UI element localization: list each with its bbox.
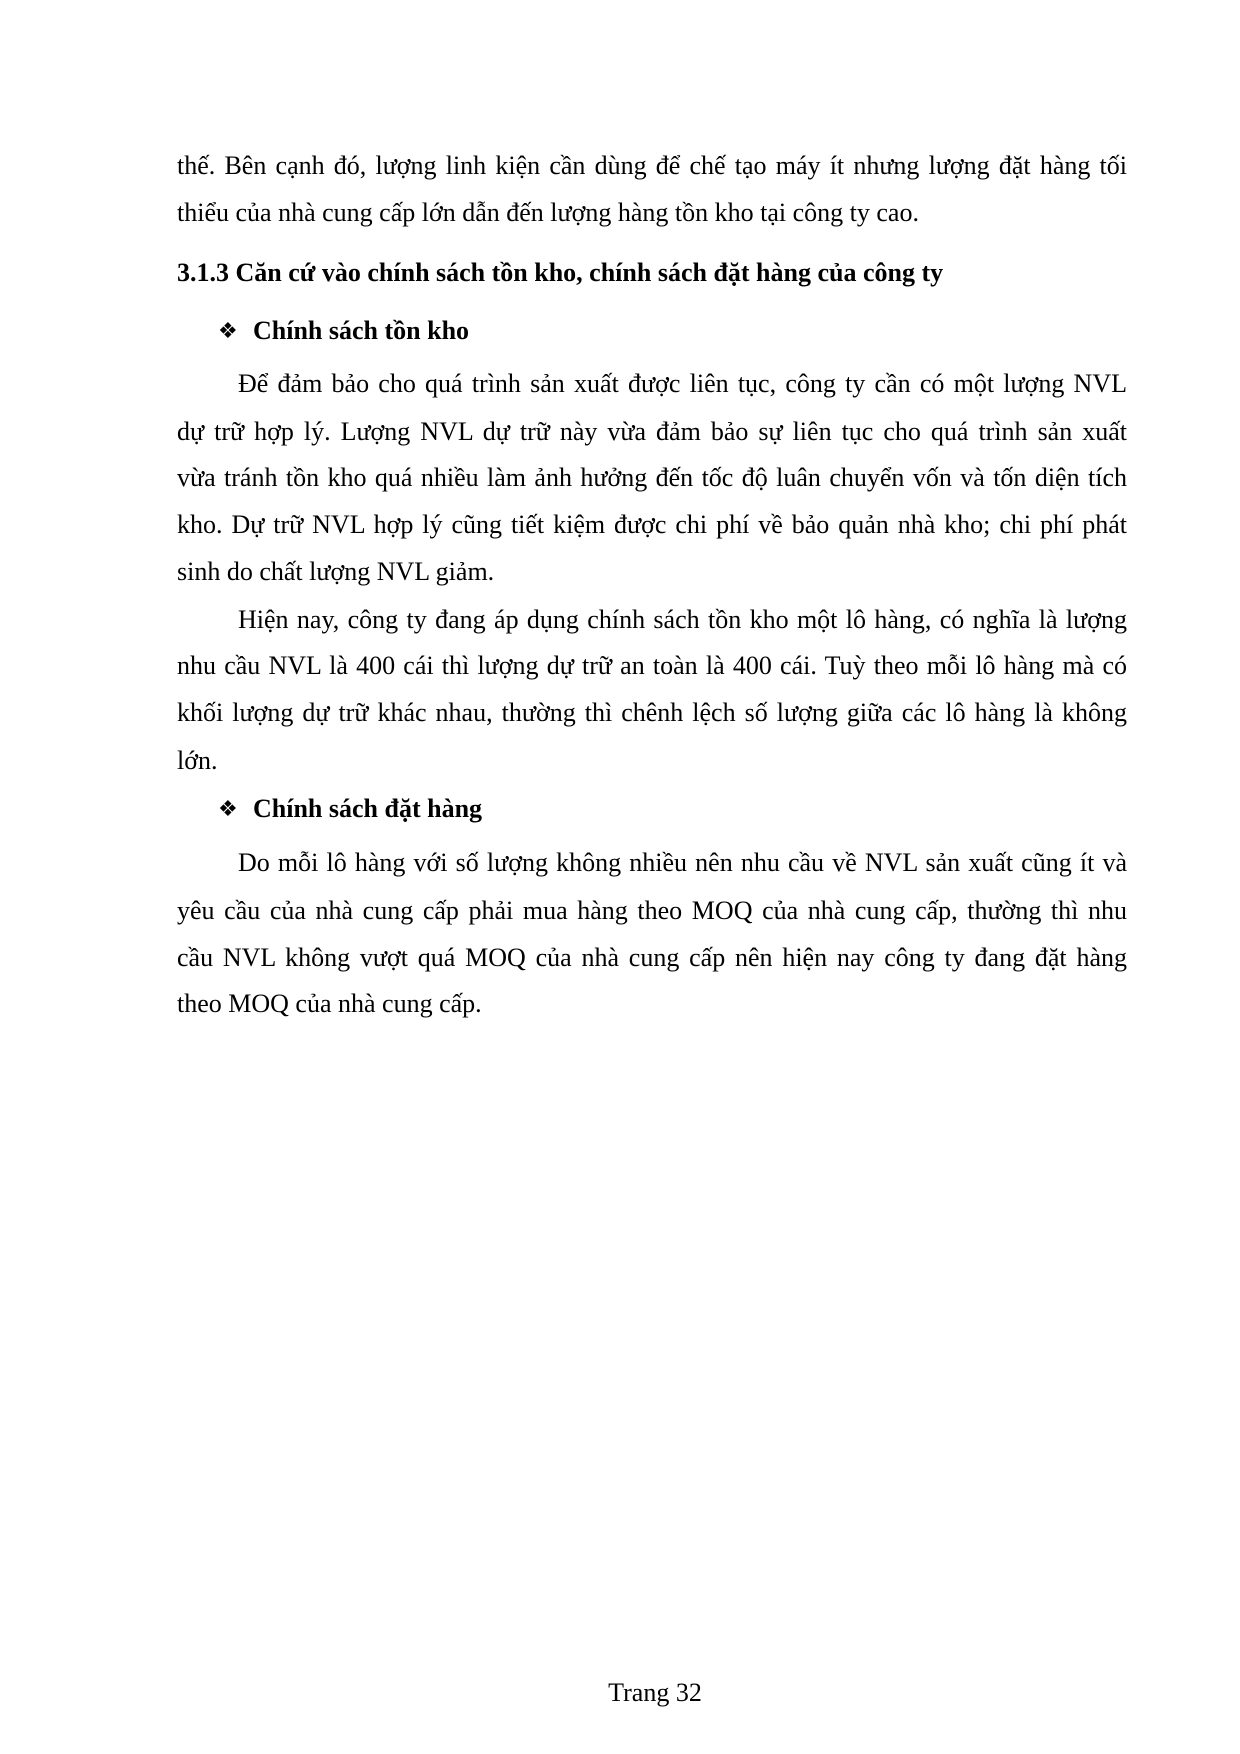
text-line: thiểu của nhà cung cấp lớn dẫn đến lượng hàng tồn kho tại công ty cao. bbox=[177, 198, 919, 227]
diamond-bullet-icon: ❖ bbox=[218, 796, 238, 821]
subheading-ordering-policy: Chính sách đặt hàng bbox=[253, 794, 483, 823]
subheading-inventory-policy: Chính sách tồn kho bbox=[253, 316, 470, 345]
text-line: yêu cầu của nhà cung cấp phải mua hàng theo MOQ của nhà cung cấp, thường thì nhu bbox=[177, 896, 1127, 925]
text-line: nhu cầu NVL là 400 cái thì lượng dự trữ an toàn là 400 cái. Tuỳ theo mỗi lô hàng mà có bbox=[177, 651, 1127, 680]
text-line: dự trữ hợp lý. Lượng NVL dự trữ này vừa đảm bảo sự liên tục cho quá trình sản xuất bbox=[177, 417, 1127, 446]
text-line: kho. Dự trữ NVL hợp lý cũng tiết kiệm được chi phí về bảo quản nhà kho; chi phí phát bbox=[177, 510, 1127, 539]
text-line: sinh do chất lượng NVL giảm. bbox=[177, 557, 495, 586]
text-line: Hiện nay, công ty đang áp dụng chính sách tồn kho một lô hàng, có nghĩa là lượng bbox=[238, 605, 1127, 634]
text-line: cầu NVL không vượt quá MOQ của nhà cung cấp nên hiện nay công ty đang đặt hàng bbox=[177, 943, 1127, 972]
text-line: lớn. bbox=[177, 746, 218, 775]
text-line: khối lượng dự trữ khác nhau, thường thì chênh lệch số lượng giữa các lô hàng là không bbox=[177, 698, 1127, 727]
text-line: Để đảm bảo cho quá trình sản xuất được liên tục, công ty cần có một lượng NVL bbox=[238, 369, 1127, 398]
page-number: Trang 32 bbox=[608, 1678, 702, 1707]
text-line: Do mỗi lô hàng với số lượng không nhiều nên nhu cầu về NVL sản xuất cũng ít và bbox=[238, 848, 1127, 877]
text-line: thế. Bên cạnh đó, lượng linh kiện cần dùng để chế tạo máy ít nhưng lượng đặt hàng tối bbox=[177, 151, 1127, 180]
text-line: theo MOQ của nhà cung cấp. bbox=[177, 989, 482, 1018]
diamond-bullet-icon: ❖ bbox=[218, 318, 238, 343]
section-heading: 3.1.3 Căn cứ vào chính sách tồn kho, chính sách đặt hàng của công ty bbox=[177, 258, 944, 287]
text-line: vừa tránh tồn kho quá nhiều làm ảnh hưởng đến tốc độ luân chuyển vốn và tốn diện tích bbox=[177, 463, 1127, 492]
